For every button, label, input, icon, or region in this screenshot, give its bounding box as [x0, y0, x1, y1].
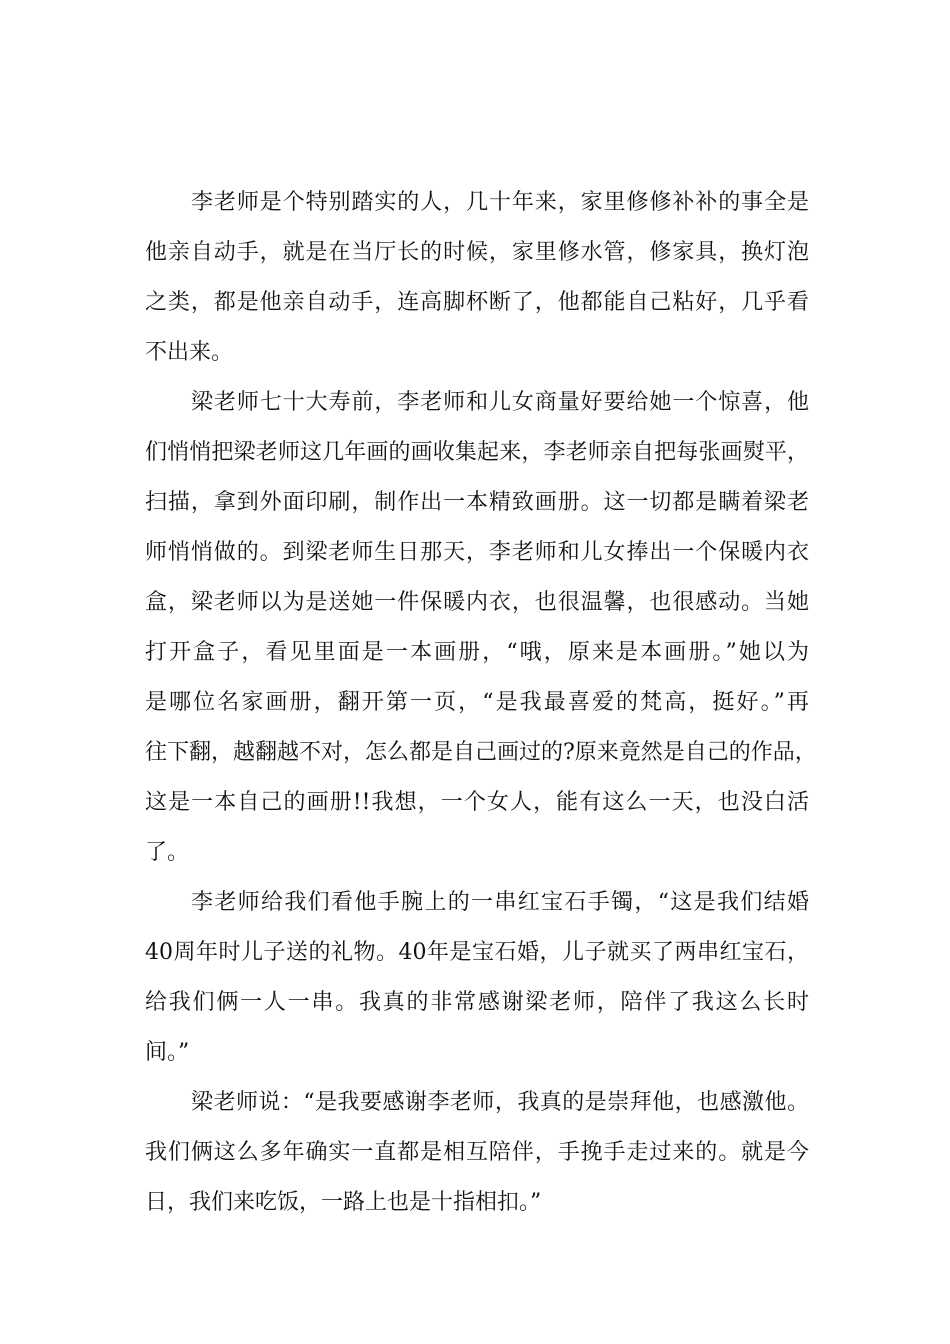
- paragraph-2-line-5: 盒，梁老师以为是送她一件保暖内衣，也很温馨，也很感动。当她: [145, 590, 809, 615]
- paragraph-3-line-3: 给我们俩一人一串。我真的非常感谢梁老师，陪伴了我这么长时: [145, 990, 809, 1015]
- document-body: [145, 178, 817, 1228]
- paragraph-2-line-6: 打开盒子，看见里面是一本画册，“哦，原来是本画册。”她以为: [145, 640, 809, 665]
- paragraph-1-line-2: 他亲自动手，就是在当厅长的时候，家里修水管，修家具，换灯泡: [145, 240, 809, 265]
- paragraph-3-line-2: 40周年时儿子送的礼物。40年是宝石婚，儿子就买了两串红宝石，: [145, 940, 809, 965]
- paragraph-2-line-10: 了。: [145, 840, 190, 865]
- paragraph-1-line-3: 之类，都是他亲自动手，连高脚杯断了，他都能自己粘好，几乎看: [145, 290, 809, 315]
- paragraph-2-line-4: 师悄悄做的。到梁老师生日那天，李老师和儿女捧出一个保暖内衣: [145, 540, 809, 565]
- paragraph-2-line-8: 往下翻，越翻越不对，怎么都是自己画过的?原来竟然是自己的作品，: [145, 740, 817, 765]
- paragraph-1-line-1: 李老师是个特别踏实的人，几十年来，家里修修补补的事全是: [191, 190, 809, 215]
- paragraph-3-line-4: 间。”: [145, 1040, 190, 1065]
- paragraph-2-line-2: 们悄悄把梁老师这几年画的画收集起来，李老师亲自把每张画熨平，: [145, 440, 809, 465]
- paragraph-3-line-1: 李老师给我们看他手腕上的一串红宝石手镯，“这是我们结婚: [191, 890, 809, 915]
- paragraph-2-line-9: 这是一本自己的画册!!我想，一个女人，能有这么一天，也没白活: [145, 790, 809, 815]
- paragraph-4-line-2: 我们俩这么多年确实一直都是相互陪伴，手挽手走过来的。就是今: [145, 1140, 809, 1165]
- paragraph-1-line-4: 不出来。: [145, 340, 234, 365]
- paragraph-2-line-7: 是哪位名家画册，翻开第一页，“是我最喜爱的梵高，挺好。”再: [145, 690, 809, 715]
- paragraph-2-line-3: 扫描，拿到外面印刷，制作出一本精致画册。这一切都是瞒着梁老: [145, 490, 809, 515]
- paragraph-4-line-1: 梁老师说：“是我要感谢李老师，我真的是崇拜他，也感激他。: [191, 1090, 809, 1115]
- paragraph-2-line-1: 梁老师七十大寿前，李老师和儿女商量好要给她一个惊喜，他: [191, 390, 809, 415]
- paragraph-4-line-3: 日，我们来吃饭，一路上也是十指相扣。”: [145, 1190, 542, 1215]
